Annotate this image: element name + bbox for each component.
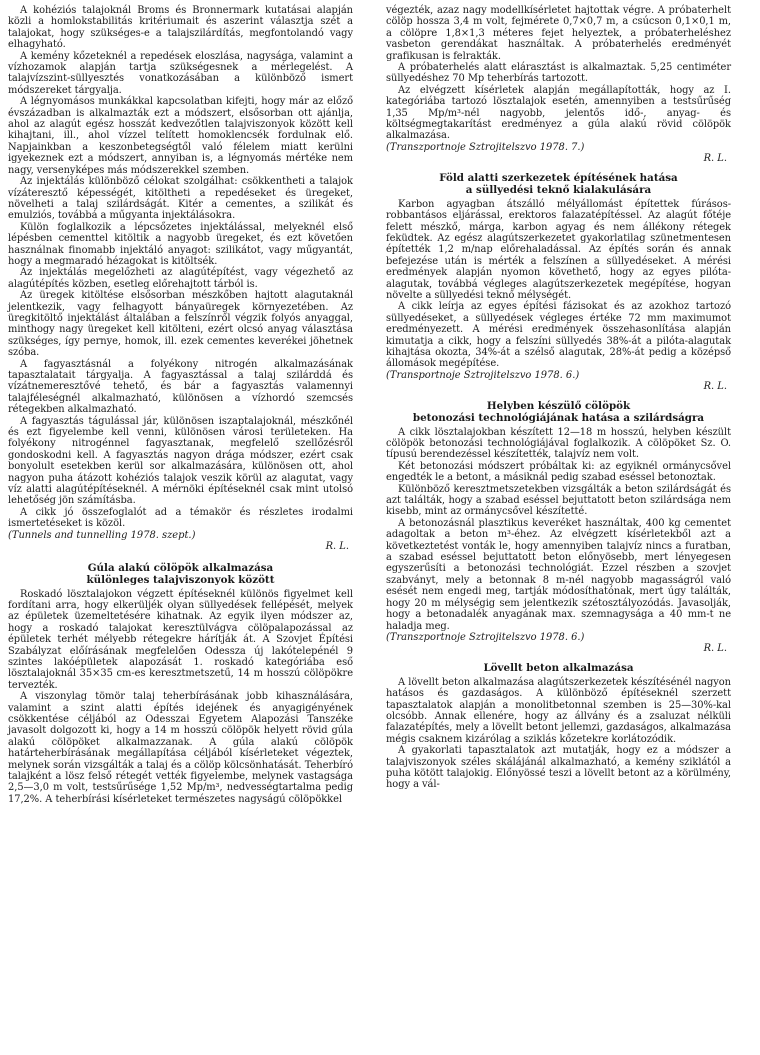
paragraph: A cikk lösztalajokban készített 12—18 m hosszú, helyben készült cölöpök betonozási technológiájával foglalkozik. A cölöpöket Sz. O. típusú berendezéssel készítették, talajvíz nem volt. — [386, 426, 731, 461]
paragraph: Az injektálás különböző célokat szolgálhat: csökkentheti a talajok vízáteresztő képességét, kitöltheti a repedéseket és üregeket, növelheti a talaj szilárdságát. Kitér a cementes, a szilikát és emulziós, továbbá a műgyanta injektálásokra. — [8, 176, 353, 222]
paragraph: A kemény kőzeteknél a repedések eloszlása, nagysága, valamint a vízhozamok alapján tartja szükségesnek a mérlegelést. A talajvízszint-süllyesztés vonatkozásában a különböző ismert módszereket tárgyalja. — [8, 50, 353, 96]
author-initials: R. L. — [325, 541, 349, 553]
paragraph: végezték, azaz nagy modellkísérletet hajtottak végre. A próbaterhelt cölöp hossza 3,4 m volt, fejméretе 0,7×0,7 m, a csúcson 0,1×0,1 m, a cölöpre 1,8×1,3 méteres fejet helyeztek, a próbaterheléshez vasbeton gerendákat használtak. A próbaterhelés eredményét grafikusan is felrakták. — [386, 5, 731, 62]
paragraph: A cikk leírja az egyes építési fázisokat és az azokhoz tartozó süllyedéseket, a süllyedések végleges értéke 72 mm maximumot eredményezett. A mérési eredmények összehasonlítása alapján kimutatja a cikk, hogy a felszíni süllyedés 38%-át a pilóta-alagutak kihajtása okozta, 34%-át a szélső alagutak, 28%-át pedig a középső állomások megépítése. — [386, 301, 731, 370]
article-title-line: Gúla alakú cölöpök alkalmazása — [87, 561, 274, 574]
author-initials: R. L. — [703, 153, 727, 165]
article-title-line: különleges talajviszonyok között — [86, 573, 275, 586]
paragraph: A lövellt beton alkalmazása alagútszerkezetek készítésénél nagyon hatásos és gazdaságos. A különböző építéseknél szerzett tapasztalatok alapján a monolitbetonnal szemben is 25—30%-kal olcsóbb. Annak ellenére, hogy az állvány és a zsaluzat nélküli falazatépítés, mely a lövellt betont jellemzi, gazdaságos, alkalmazása mégis csaknem kizárólag a sziklás kőzetekre korlátozódik. — [386, 676, 731, 745]
paragraph: Az elvégzett kísérletek alapján megállapították, hogy az I. kategóriába tartozó lösztalajok esetén, amennyiben a testsűrűség 1,35 Mp/m³-nél nagyobb, jelentős idő-, anyag- és költségmegtakarítást eredményez a gúla alakú rövid cölöpök alkalmazása. — [386, 84, 731, 142]
article-title-line: betonozási technológiájának hatása a szilárdságra — [412, 411, 705, 424]
right-column — [386, 5, 731, 791]
source-citation: (Tunnels and tunnelling 1978. szept.) — [8, 529, 196, 541]
paragraph: Karbon agyagban átszálló mélyállomást építettek fúrásos-robbantásos eljárással, erektoros falazatépítéssel. Az alagút főtéje felett mészkő, márga, karbon agyag és nem állékony rétegek feküdtek. Az egész alagútszerkezetet gyakorlatilag szünetmentesen építették 1,2 m/nap előrehaladással. Az építés során és annak befejezése után is mérték a felszínen a süllyedéseket. A mérési eredmények alapján nyomon követhető, hogy az egyes pilóta-alagutak, továbbá végleges alagútszerkezetek megépítése, hogyan növelte a süllyedési teknő mélységét. — [386, 198, 731, 301]
paragraph: A viszonylag tömör talaj teherbírásának jobb kihasználására, valamint a szint alatti építés idejének és anyagigényének csökkentése céljából az Odesszai Egyetem Alapozási Tanszéke javasolt dolgozott ki, hogy a 14 m hosszú cölöpök helyett rövid gúla alakú cölöpöket alkalmazzanak. A gúla alakú cölöpök határteherbírásának megállapítása céljából kísérleteket végeztek, melynek során vizsgálták a talaj és a cölöp kölcsönhatását. Teherbíró talajként a lösz felső rétegét vették figyelembe, melynek vastagsága 2,5—3,0 m volt, testsűrűsége 1,52 Mp/m³, nedvességtartalma pedig 17,2%. A teherbírási kísérleteket természetes nagyságú cölöpökkel — [8, 691, 353, 805]
paragraph: Két betonozási módszert próbáltak ki: az egyiknél ormánycsővel engedték le a betont, a másiknál pedig szabad eséssel betonoztak. — [386, 460, 731, 484]
paragraph: A gyakorlati tapasztalatok azt mutatják, hogy ez a módszer a talajviszonyok széles skálájánál alkalmazható, a kemény sziklától a puha kötött talajokig. Előnyössé teszi a lövellt betont az a körülmény, hogy a vál- — [386, 745, 731, 791]
paragraph: A betonozásnál plasztikus keveréket használtak, 400 kg cementet adagoltak a beton m³-éhez. Az elvégzett kísérletekből azt a következtetést vonták le, hogy amennyiben talajvíz nincs a furatban, a szabad eséssel bejuttatott beton előnyösebb, mert lényegesen egyszerűsíti a betonozási technológiát. Ezzel részben a szovjet szabványt, mely a betonnak 8 m-nél nagyobb magasságról való esését nem engedi meg, tartják módosíthatónak, mert úgy találták, hogy 20 m mélységig sem jelentkezik szétosztályozódás. Javasolják, hogy a betonadalék anyagának max. szemnagysága a 40 mm-t ne haladja meg. — [386, 517, 731, 632]
paragraph: A cikk jó összefoglalót ad a témakör és részletes irodalmi ismertetéseket is közöl. — [8, 506, 353, 530]
source-citation: (Transzportnoje Sztrojitelszvo 1978. 6.) — [386, 631, 585, 643]
paragraph: A fagyasztásnál a folyékony nitrogén alkalmazásának tapasztalatait tárgyalja. A fagyasztással a talaj szilárddá és vízátnemeresztővé tehető, és bár a fagyasztás valamennyi talajféleségnél alkalmazható, különösen a vízhordó szemcsés rétegekben alkalmazható. — [8, 358, 353, 416]
paragraph: A kohéziós talajoknál Broms és Bronnermark kutatásai alapján közli a homlokstabilitás kritériumait és aszerint választja szét a talajokat, hogy szükséges-e a talajszilárdítás, megfontolandó vagy elhagyható. — [8, 5, 353, 51]
source-citation: (Transzportnoje Sztrojitelszvo 1978. 7.) — [386, 141, 585, 153]
article-title-line: Föld alatti szerkezetek építésének hatása — [439, 171, 678, 184]
paragraph: Az injektálás megelőzheti az alagútépítést, vagy végezhető az alagútépítés közben, esetleg előrehajtott tárból is. — [8, 267, 353, 290]
author-initials: R. L. — [703, 643, 727, 655]
paragraph: Roskadó lösztalajokon végzett építéseknél különös figyelmet kell fordítani arra, hogy elkerüljék olyan süllyedések fellépését, melyek az épületek üzemeltetésére kihatnak. Az egyik ilyen módszer az, hogy a roskadó talajokat keresztülvágva cölöpalapozással az épületek terhét mélyebb rétegekre hárítják át. A Szovjet Építési Szabályzat előírásának megfelelően Odessza új lakótelepénél 9 szintes lakóépületek alapozását 1. roskadó kategóriába eső lösztalajoknál 35×35 cm-es keresztmetszetű, 14 m hosszú cölöpökre tervezték. — [8, 588, 353, 691]
paragraph: A fagyasztás tágulással jár, különösen iszaptalajoknál, mészkőnél és ezt figyelembe kell venni, különösen városi területeken. Ha folyékony nitrogénnel fagyasztanak, megfelelő szellőzésről gondoskodni kell. A fagyasztás nagyon drága módszer, ezért csak bonyolult esetekben kerül sor alkalmazására, különösen ott, ahol nagyon puha átázott kohéziós talajok veszik körül az alagutat, vagy víz alatti alagútépítéseknél. A mérnöki építéseknél csak mint utolsó lehetőség jön számításba. — [8, 415, 353, 507]
article-title-line: Helyben készülő cölöpök — [486, 399, 631, 412]
left-column — [8, 5, 353, 805]
article-title-line: Lövellt beton alkalmazása — [483, 661, 634, 674]
author-initials: R. L. — [703, 381, 727, 393]
paragraph: Az üregek kitöltése elsősorban mészkőben hajtott alagutaknál jelentkezik, vagy felhagyott bányaüregek környezetében. Az üregkitöltő injektálást általában a felszínről végzik folyós anyaggal, minthogy nagy üregeket kell kitölteni, ezért olcsó anyag választása szükséges, így pernye, homok, ill. ezek cementes keverékei jöhetnek szóba. — [8, 290, 353, 359]
source-citation: (Transportnoje Sztrojitelszvo 1978. 6.) — [386, 369, 580, 381]
paragraph: A légnyomásos munkákkal kapcsolatban kifejti, hogy már az előző évszázadban is alkalmazták ezt a módszert, elsősorban ott ajánlja, ahol az alagút egész hosszát kedvezőtlen talajviszonyok között kell kihajtani, ill., ahol vízzel telített homoklencsék fordulnak elő. Napjainkban a keszonbetegségtől való félelem miatt kerülni igyekeznek ezt a módszert, annyiban is, a légnyomás mértéke nem nagy, versenyképes más módszerekkel szemben. — [8, 96, 353, 176]
paragraph: Különböző keresztmetszetekben vizsgálták a beton szilárdságát és azt találták, hogy a szabad eséssel bejuttatott beton szilárdsága nem kisebb, mint az ormánycsővel készítetté. — [386, 483, 731, 518]
paragraph: A próbaterhelés alatt elárasztást is alkalmaztak. 5,25 centiméter süllyedéshez 70 Mp teherbírás tartozott. — [386, 62, 731, 85]
article-title-line: a süllyedési teknő kialakulására — [465, 183, 652, 196]
paragraph: Külön foglalkozik a lépcsőzetes injektálással, melyeknél első lépésben cementtel kitöltik a nagyobb üregeket, és ezt követően használnak finomabb injektáló anyagot: szilikátot, vagy műgyantát, hogy a megmaradó hézagokat is kitöltsék. — [8, 221, 353, 267]
